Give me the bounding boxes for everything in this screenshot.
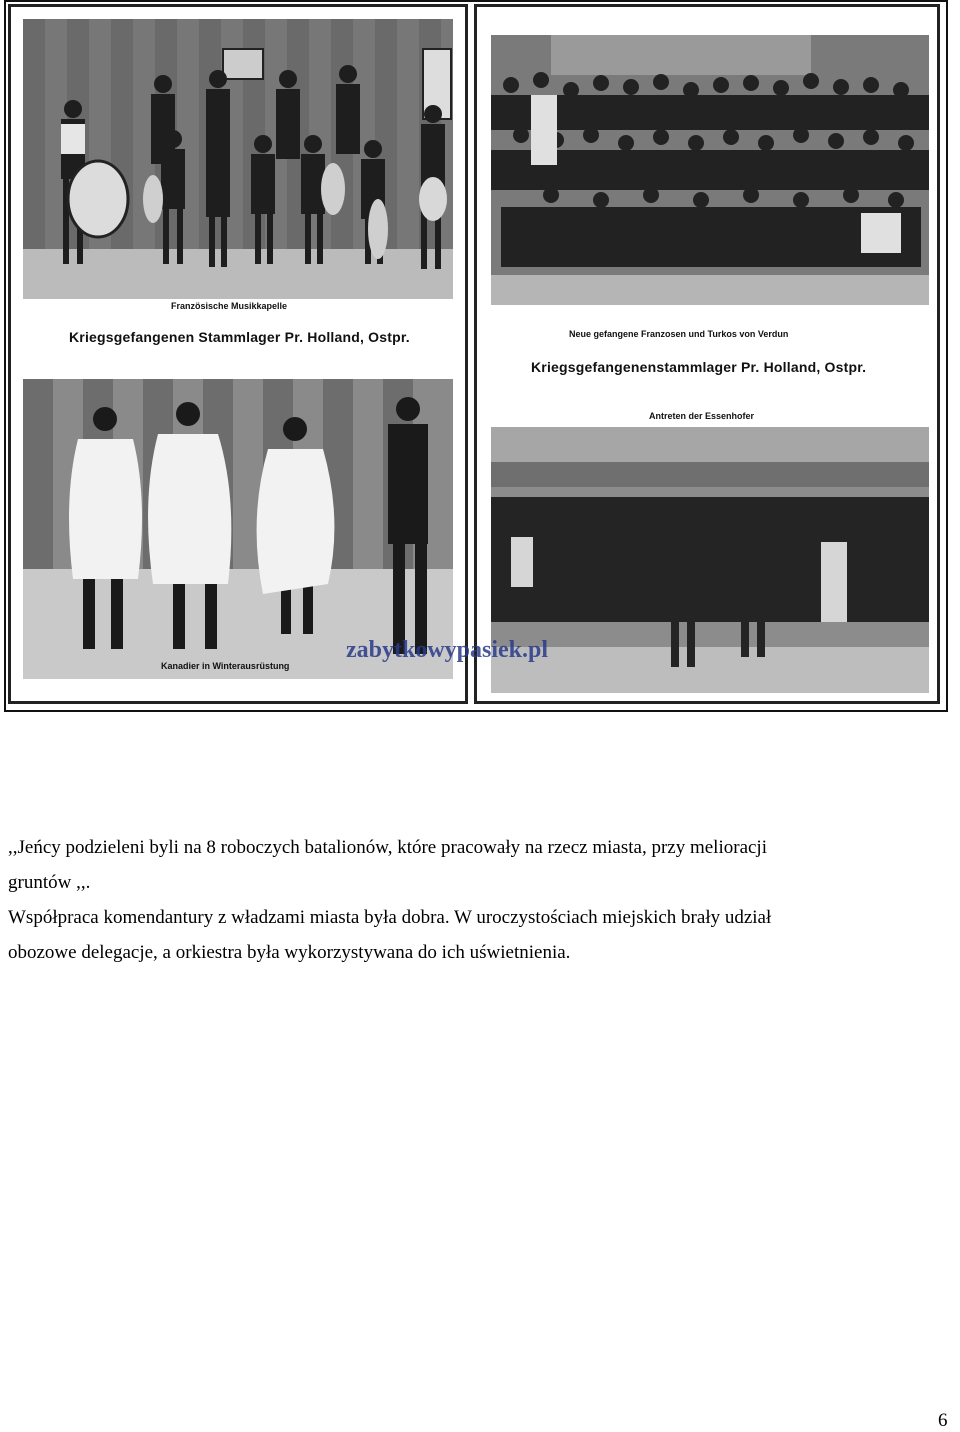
- photo-collage: [4, 0, 948, 712]
- paragraph-line-4: obozowe delegacje, a orkiestra była wykorzystywana do ich uświetnienia.: [8, 942, 571, 964]
- photo-roll-call: [491, 427, 929, 693]
- watermark: zabytkowypasiek.pl: [346, 637, 549, 663]
- caption-verdun: Neue gefangene Franzosen und Turkos von Verdun: [569, 329, 789, 339]
- paragraph-line-1: ,,Jeńcy podzieleni byli na 8 roboczych batalionów, które pracowały na rzecz miasta, przy melioracji: [8, 837, 767, 858]
- page-number: 6: [938, 1410, 948, 1431]
- caption-canadians: Kanadier in Winterausrüstung: [161, 661, 290, 671]
- caption-camp-right: Kriegsgefangenenstammlager Pr. Holland, Ostpr.: [531, 359, 867, 375]
- paragraph-line-2: gruntów ,,.: [8, 872, 91, 894]
- postcard-right: [474, 4, 940, 704]
- caption-camp-left: Kriegsgefangenen Stammlager Pr. Holland, Ostpr.: [69, 329, 410, 345]
- caption-music-band: Französische Musikkapelle: [171, 301, 288, 311]
- body-text: [8, 830, 953, 971]
- postcard-left: [8, 4, 468, 704]
- photo-music-band: [23, 19, 453, 299]
- caption-essenhofer: Antreten der Essenhofer: [649, 411, 755, 421]
- paragraph-line-3: Współpraca komendantury z władzami miasta była dobra. W uroczystościach miejskich brały udział: [8, 907, 772, 929]
- photo-canadians: [23, 379, 453, 679]
- photo-prisoners-verdun: [491, 35, 929, 305]
